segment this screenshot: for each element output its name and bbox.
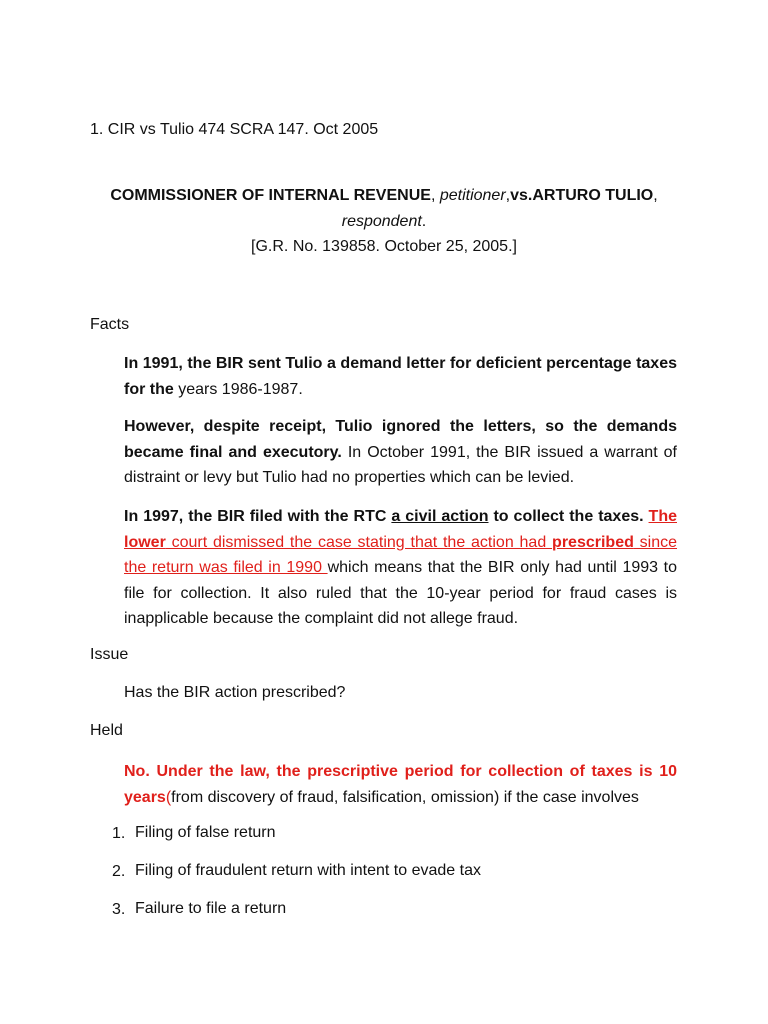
gr-number: [G.R. No. 139858. October 25, 2005.] (251, 238, 517, 255)
issue-heading: Issue (90, 646, 129, 663)
petitioner-name: COMMISSIONER OF INTERNAL REVENUE (110, 187, 431, 204)
respondent-name: ARTURO TULIO (532, 187, 654, 204)
held-paragraph (124, 759, 677, 810)
return-filed-phrase: since the return was filed in 1990 (124, 533, 678, 576)
respondent-role: respondent (341, 213, 422, 230)
facts-paragraph-2 (124, 414, 677, 491)
facts-paragraph-1 (124, 351, 677, 402)
facts-p1-rest: years 1986-1987. (173, 380, 303, 398)
caption-end: . (421, 213, 427, 230)
civil-action-phrase: a civil action (391, 508, 489, 525)
facts-p2-bold: However, despite receipt, Tulio ignored the letters, so the demands became final and executory. (124, 418, 677, 461)
facts-p1-bold: In 1991, the BIR sent Tulio a demand letter for deficient percentage taxes for the (124, 355, 677, 398)
held-open-paren: ( (165, 788, 172, 806)
case-caption-line-1 (0, 187, 768, 205)
dismissal-phrase: court dismissed the case stating that the action had (165, 533, 553, 551)
facts-heading: Facts (90, 316, 130, 333)
case-heading: 1. CIR vs Tulio 474 SCRA 147. Oct 2005 (90, 121, 379, 138)
facts-paragraph-3 (124, 504, 677, 632)
held-rest: from discovery of fraud, falsification, omission) if the case involves (171, 788, 639, 806)
list-item-number: 1. (112, 825, 126, 842)
versus-label: vs. (510, 187, 533, 204)
facts-p3-bold-tail: to collect the taxes. (488, 508, 649, 525)
facts-p3-bold: In 1997, the BIR filed with the RTC (124, 508, 392, 525)
prescribed-phrase: prescribed (552, 533, 634, 551)
list-item-number: 3. (112, 901, 126, 918)
facts-p2-rest: In October 1991, the BIR issued a warrant of distraint or levy but Tulio had no properties which can be levied. (124, 443, 677, 486)
petitioner-role: petitioner (439, 187, 506, 204)
list-item: Filing of fraudulent return with intent to evade tax (135, 862, 481, 879)
list-item: Failure to file a return (135, 900, 287, 917)
lower-court-phrase: The lower (124, 508, 677, 551)
held-ruling: No. Under the law, the prescriptive period for collection of taxes is 10 years (124, 763, 677, 806)
case-caption-line-2 (0, 213, 768, 231)
facts-p3-rest: which means that the BIR only had until 1993 to file for collection. It also ruled that the 10-year period for fraud cases is inapplicable because the complaint did not allege fraud. (124, 559, 678, 627)
held-heading: Held (90, 722, 123, 739)
caption-separator: , (653, 187, 658, 204)
caption-separator: , (505, 187, 511, 204)
list-item: Filing of false return (135, 824, 276, 841)
caption-separator: , (430, 187, 440, 204)
issue-text: Has the BIR action prescribed? (124, 684, 346, 701)
list-item-number: 2. (112, 863, 126, 880)
